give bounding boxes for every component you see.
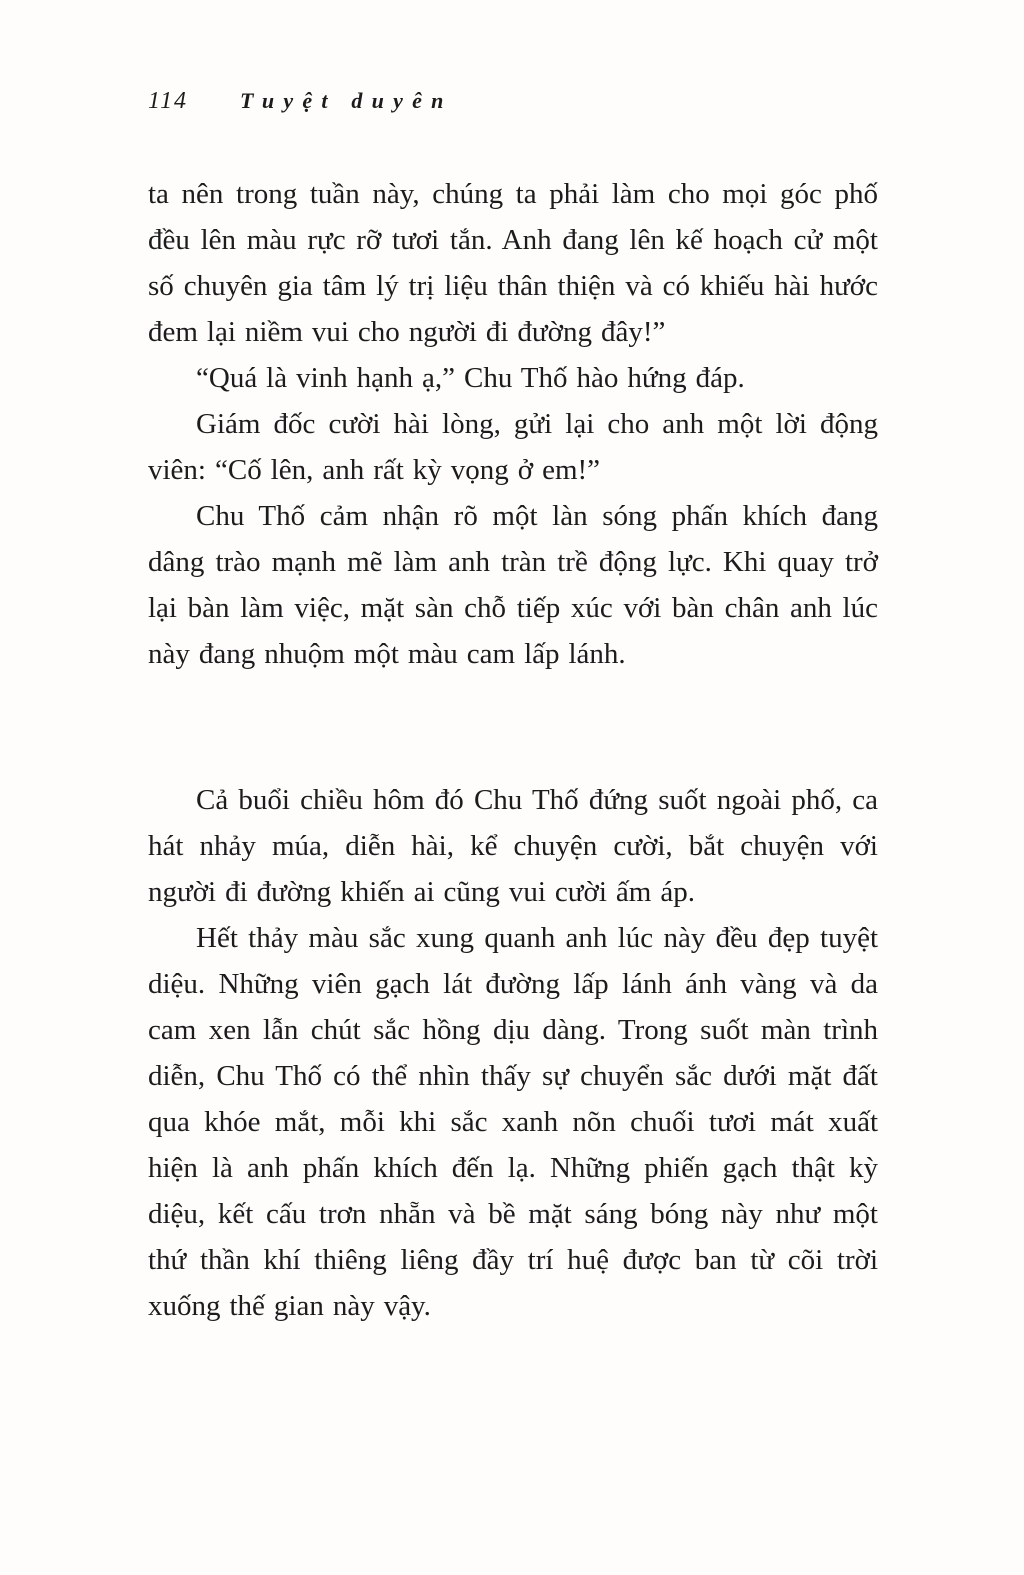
running-title: Tuyệt duyên: [239, 88, 453, 113]
page-body: [148, 171, 878, 1329]
paragraph-dialogue-reply: “Quá là vinh hạnh ạ,” Chu Thố hào hứng đáp.: [196, 362, 745, 394]
paragraph-director-encouragement: Giám đốc cười hài lòng, gửi lại cho anh một lời động viên: “Cố lên, anh rất kỳ vọng ở em!”: [148, 408, 878, 486]
paragraph-continuation: ta nên trong tuần này, chúng ta phải làm cho mọi góc phố đều lên màu rực rỡ tươi tắn. Anh đang lên kế hoạch cử một số chuyên gia tâm lý trị liệu thân thiện và có khiếu hài hước đem lại niềm vui cho người đi đường đây!”: [148, 178, 878, 348]
page-number: 114: [148, 88, 188, 114]
paragraph-afternoon-performance: Cả buổi chiều hôm đó Chu Thố đứng suốt ngoài phố, ca hát nhảy múa, diễn hài, kể chuyện cười, bắt chuyện với người đi đường khiến ai cũng vui cười ấm áp.: [148, 784, 878, 908]
paragraph-colors-description: Hết thảy màu sắc xung quanh anh lúc này đều đẹp tuyệt diệu. Những viên gạch lát đường lấp lánh ánh vàng và da cam xen lẫn chút sắc hồng dịu dàng. Trong suốt màn trình diễn, Chu Thố có thể nhìn thấy sự chuyển sắc dưới mặt đất qua khóe mắt, mỗi khi sắc xanh nõn chuối tươi mát xuất hiện là anh phấn khích đến lạ. Những phiến gạch thật kỳ diệu, kết cấu trơn nhẵn và bề mặt sáng bóng này như một thứ thần khí thiêng liêng đầy trí huệ được ban từ cõi trời xuống thế gian này vậy.: [148, 922, 878, 1322]
page-header: [148, 88, 878, 115]
section-break: [148, 677, 878, 777]
paragraph-excitement: Chu Thố cảm nhận rõ một làn sóng phấn khích đang dâng trào mạnh mẽ làm anh tràn trề động lực. Khi quay trở lại bàn làm việc, mặt sàn chỗ tiếp xúc với bàn chân anh lúc này đang nhuộm một màu cam lấp lánh.: [148, 500, 878, 670]
